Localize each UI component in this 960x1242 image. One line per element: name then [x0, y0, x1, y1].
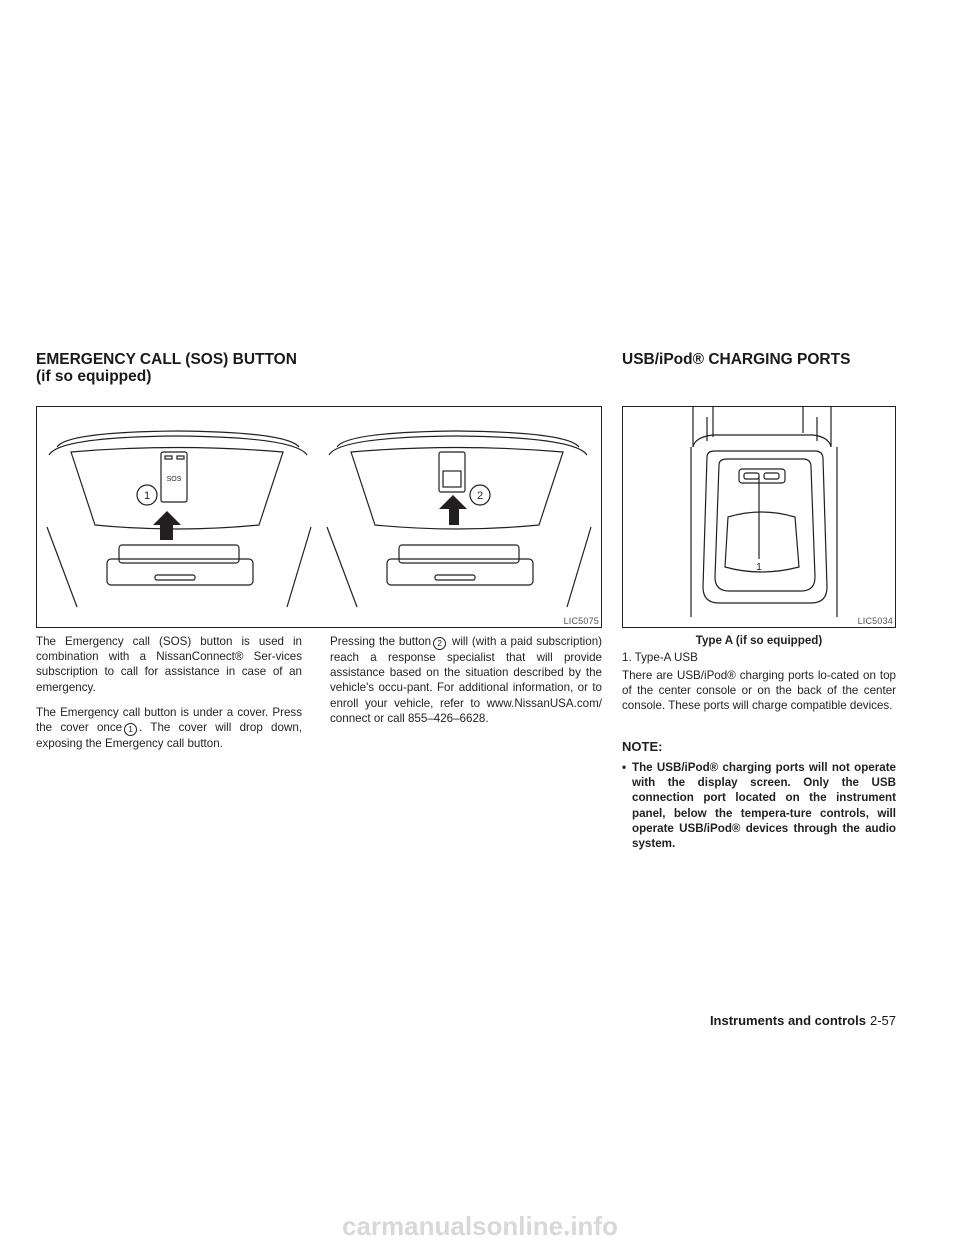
- callout-marker-2: 2: [433, 637, 446, 650]
- sos-label: SOS: [166, 476, 182, 483]
- callout-legend: 1. Type-A USB: [622, 651, 698, 664]
- heading-line-1: EMERGENCY CALL (SOS) BUTTON: [36, 351, 297, 368]
- callout-1: 1: [143, 490, 151, 502]
- sos-illustration: [37, 407, 601, 627]
- section-heading-sos: [36, 351, 336, 385]
- usb-paragraph: There are USB/iPod® charging ports lo-cated on top of the center console or on the back of the center console. These ports will charge compatible devices.: [622, 669, 896, 713]
- text-run: will (with a paid subscription) reach a response specialist that will provide assistance based on the situation described by the vehicle's occu-pant. For additional information, or to enroll your vehicle, refer to www.NissanUSA.com/ connect or call 855–426–6628.: [330, 635, 602, 725]
- text-run: Pressing the button: [330, 635, 432, 648]
- text-run: The Emergency call button is under a cover. Press the cover once: [36, 706, 302, 735]
- page-number: 2-57: [869, 1013, 896, 1028]
- callout-marker-1: 1: [124, 723, 137, 736]
- text-run: . The cover will drop down, exposing the Emergency call button.: [36, 721, 302, 751]
- usb-illustration: [623, 407, 895, 627]
- note-title: NOTE:: [622, 739, 663, 754]
- footer-section: Instruments and controls: [709, 1013, 866, 1028]
- note-item: [622, 760, 896, 851]
- usb-callout-1: 1: [756, 562, 762, 573]
- heading-line-2: (if so equipped): [36, 368, 152, 385]
- section-heading-usb: USB/iPod® CHARGING PORTS: [622, 351, 851, 368]
- sos-figure: [36, 406, 602, 628]
- sos-paragraph-1: The Emergency call (SOS) button is used in combination with a NissanConnect® Ser-vices subscription to call for assistance in case of an emergency.: [36, 635, 302, 694]
- figure-code: LIC5075: [563, 616, 599, 626]
- page-footer: [710, 1013, 896, 1028]
- bullet-icon: •: [622, 761, 627, 774]
- callout-2: 2: [476, 490, 484, 502]
- usb-figure: [622, 406, 896, 628]
- figure-caption: Type A (if so equipped): [695, 634, 823, 647]
- note-text: The USB/iPod® charging ports will not operate with the display screen. Only the USB connection port located on the instrument panel, below the tempera-ture controls, will operate USB/iPod® devices through the audio system.: [632, 761, 896, 851]
- watermark: carmanualsonline.info: [342, 1211, 618, 1241]
- sos-paragraph-3: [330, 634, 602, 726]
- sos-paragraph-2: [36, 705, 302, 751]
- figure-code: LIC5034: [857, 616, 893, 626]
